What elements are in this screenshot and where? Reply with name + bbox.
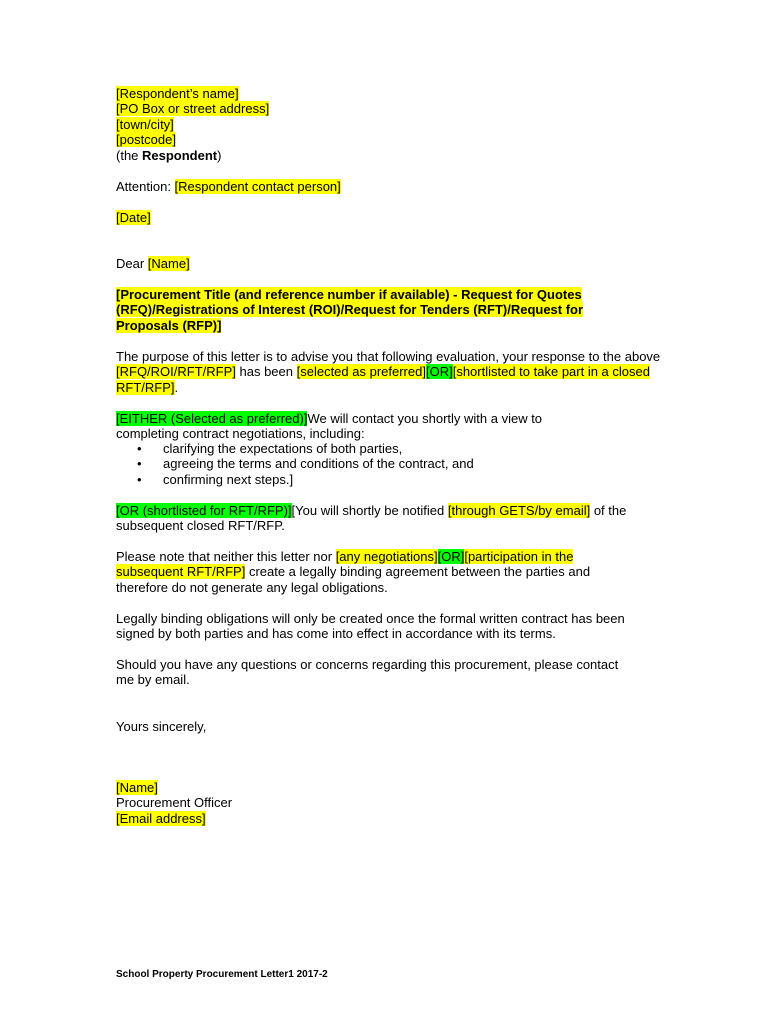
signature-role: Procurement Officer [116, 795, 233, 811]
respondent-name-placeholder: [Respondent’s name] [116, 86, 239, 101]
procurement-title-placeholder: [Procurement Title (and reference number if available) - Request for Quotes (RFQ)/Registrations of Interest (ROI)/Request for Tenders (RFT)/Request for Proposals (RFP)] [116, 287, 584, 333]
postcode-placeholder: [postcode] [116, 132, 176, 148]
list-item [116, 472, 636, 487]
attention-line [116, 179, 656, 194]
attention-contact-placeholder: [Respondent contact person] [174, 179, 341, 194]
either-paragraph [116, 411, 596, 442]
salutation-text: Dear [116, 256, 148, 271]
date-line [116, 210, 656, 225]
either-text: We will contact you shortly with a view to completing contract negotiations, including: [116, 411, 543, 442]
bullet-icon: • [137, 456, 142, 472]
town-placeholder: [town/city] [116, 116, 174, 132]
or-shortlisted-marker: [OR (shortlisted for RFT/RFP)] [116, 503, 292, 518]
procurement-title [116, 287, 641, 333]
selected-preferred-placeholder: [selected as preferred] [296, 364, 426, 380]
disclaimer-text-2: create a legally binding agreement between the parties and therefore do not generate any legal obligations. [116, 564, 591, 595]
document-footer: School Property Procurement Letter1 2017-2 [116, 969, 328, 980]
list-item-text: confirming next steps.] [163, 471, 294, 487]
date-placeholder: [Date] [116, 210, 151, 225]
disclaimer-paragraph [116, 549, 641, 595]
bullet-icon: • [137, 471, 142, 487]
closing: Yours sincerely, [116, 719, 207, 734]
purpose-paragraph [116, 349, 661, 395]
purpose-text: The purpose of this letter is to advise you that following evaluation, your response to the above [116, 349, 661, 364]
respondent-bold: Respondent [142, 147, 218, 163]
notification-method-placeholder: [through GETS/by email] [447, 503, 591, 518]
address-block [116, 86, 656, 163]
list-item [116, 456, 636, 471]
respondent-prefix: (the [116, 147, 143, 163]
bullet-icon: • [137, 441, 142, 456]
either-marker: [EITHER (Selected as preferred)] [116, 411, 308, 426]
obligations-paragraph: Legally binding obligations will only be created once the formal written contract has been signed by both parties and has come into effect in accordance with its terms. [116, 611, 625, 642]
purpose-end: . [174, 379, 179, 395]
signature-email-placeholder: [Email address] [116, 810, 206, 826]
list-item-text: clarifying the expectations of both parties, [163, 441, 403, 456]
list-item-text: agreeing the terms and conditions of the contract, and [163, 456, 474, 472]
salutation-name-placeholder: [Name] [147, 256, 190, 271]
rfq-type-placeholder: [RFQ/ROI/RFT/RFP] [116, 364, 236, 380]
respondent-suffix: ) [217, 147, 222, 163]
shortlisted-text: [You will shortly be notified [291, 503, 448, 518]
questions-paragraph: Should you have any questions or concerns regarding this procurement, please contact me by email. [116, 657, 619, 688]
or-marker: [OR] [425, 364, 453, 380]
signature-block [116, 780, 656, 826]
negotiation-list [116, 441, 636, 487]
signature-name-placeholder: [Name] [116, 780, 158, 795]
purpose-text-2: has been [235, 364, 297, 380]
or-marker: [OR] [437, 549, 465, 564]
attention-label: Attention: [116, 179, 175, 194]
shortlisted-paragraph [116, 503, 661, 534]
street-address-placeholder: [PO Box or street address] [116, 101, 270, 117]
shortlisted-text-2: of the subsequent closed RFT/RFP. [116, 503, 627, 534]
negotiations-placeholder: [any negotiations] [335, 549, 438, 564]
shortlisted-placeholder: [shortlisted to take part in a closed RFT/RFP] [116, 364, 650, 395]
salutation [116, 256, 656, 271]
disclaimer-text: Please note that neither this letter nor [116, 549, 336, 564]
list-item [116, 441, 636, 456]
participation-placeholder: [participation in the subsequent RFT/RFP] [116, 549, 574, 580]
